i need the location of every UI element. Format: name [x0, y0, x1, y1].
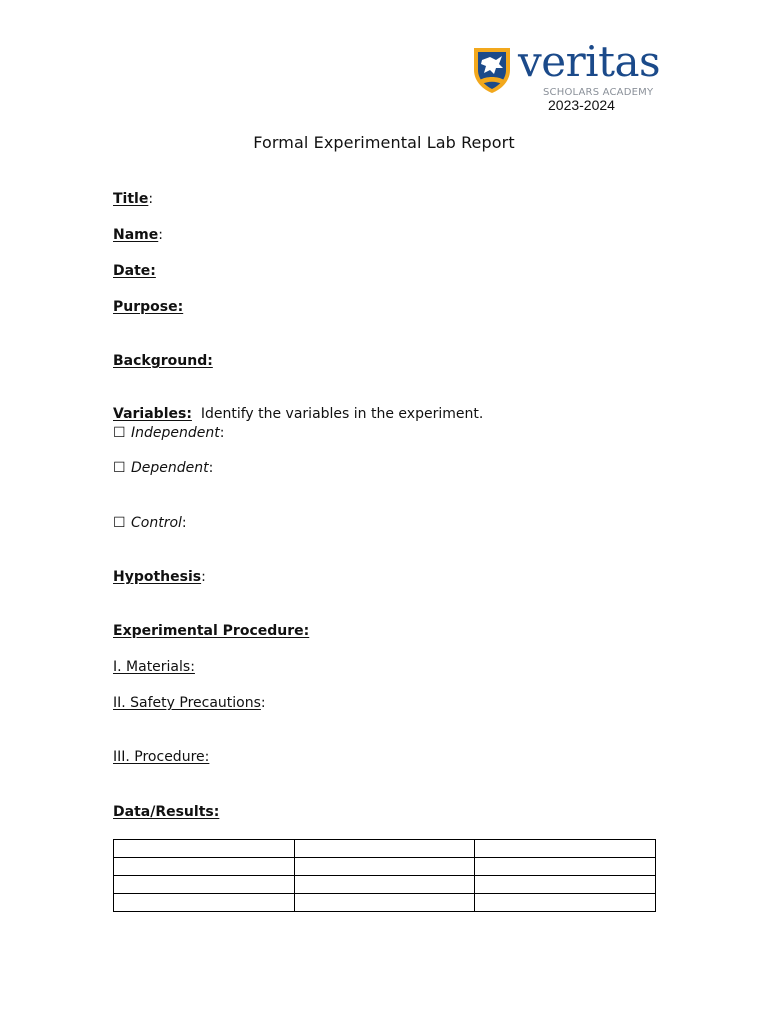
logo-tagline: SCHOLARS ACADEMY	[543, 87, 654, 98]
experimental-procedure-label: Experimental Procedure:	[113, 623, 310, 639]
checkbox-icon[interactable]: ☐	[113, 515, 126, 531]
table-cell[interactable]	[294, 858, 475, 876]
variables-field	[113, 405, 483, 423]
materials-label: I. Materials:	[113, 659, 195, 675]
table-row	[114, 840, 656, 858]
date-field	[113, 262, 156, 280]
procedure-field	[113, 748, 209, 766]
school-year: 2023-2024	[548, 97, 615, 113]
dependent-colon: :	[208, 460, 214, 476]
background-label: Background:	[113, 353, 213, 369]
materials-field	[113, 658, 195, 676]
table-row	[114, 876, 656, 894]
title-field	[113, 190, 153, 208]
experimental-procedure-field	[113, 622, 309, 640]
checkbox-icon[interactable]: ☐	[113, 425, 126, 441]
hypothesis-label: Hypothesis	[113, 569, 202, 585]
control-colon: :	[181, 515, 187, 531]
table-cell[interactable]	[475, 858, 656, 876]
hypothesis-colon: :	[201, 569, 206, 585]
control-label: Control	[131, 515, 182, 531]
variable-item	[113, 459, 213, 477]
table-cell[interactable]	[114, 876, 295, 894]
table-cell[interactable]	[294, 894, 475, 912]
name-label: Name	[113, 227, 159, 243]
dependent-label: Dependent	[131, 460, 209, 476]
checkbox-icon[interactable]: ☐	[113, 460, 126, 476]
table-cell[interactable]	[114, 840, 295, 858]
safety-field	[113, 694, 266, 712]
document-title: Formal Experimental Lab Report	[253, 133, 515, 152]
variable-item	[113, 424, 224, 442]
variables-label: Variables:	[113, 406, 192, 422]
name-colon: :	[158, 227, 163, 243]
variables-instruction: Identify the variables in the experiment.	[200, 406, 484, 422]
table-row	[114, 858, 656, 876]
procedure-label: III. Procedure:	[113, 749, 210, 765]
safety-label: II. Safety Precautions	[113, 695, 261, 711]
title-label: Title	[113, 191, 149, 207]
data-results-field	[113, 803, 219, 821]
data-results-label: Data/Results:	[113, 804, 220, 820]
table-cell[interactable]	[294, 840, 475, 858]
hypothesis-field	[113, 568, 206, 586]
table-cell[interactable]	[475, 876, 656, 894]
variable-item	[113, 514, 187, 532]
name-field	[113, 226, 163, 244]
purpose-field	[113, 298, 183, 316]
background-field	[113, 352, 213, 370]
independent-colon: :	[219, 425, 225, 441]
table-cell[interactable]	[114, 858, 295, 876]
table-row	[114, 894, 656, 912]
independent-label: Independent	[131, 425, 220, 441]
table-cell[interactable]	[475, 840, 656, 858]
date-label: Date:	[113, 263, 156, 279]
data-results-table	[113, 839, 656, 912]
title-colon: :	[148, 191, 154, 207]
table-cell[interactable]	[475, 894, 656, 912]
safety-colon: :	[260, 695, 266, 711]
shield-crest-icon	[472, 46, 512, 94]
logo-wordmark: veritas	[518, 37, 661, 86]
table-cell[interactable]	[114, 894, 295, 912]
purpose-label: Purpose:	[113, 299, 184, 315]
table-cell[interactable]	[294, 876, 475, 894]
